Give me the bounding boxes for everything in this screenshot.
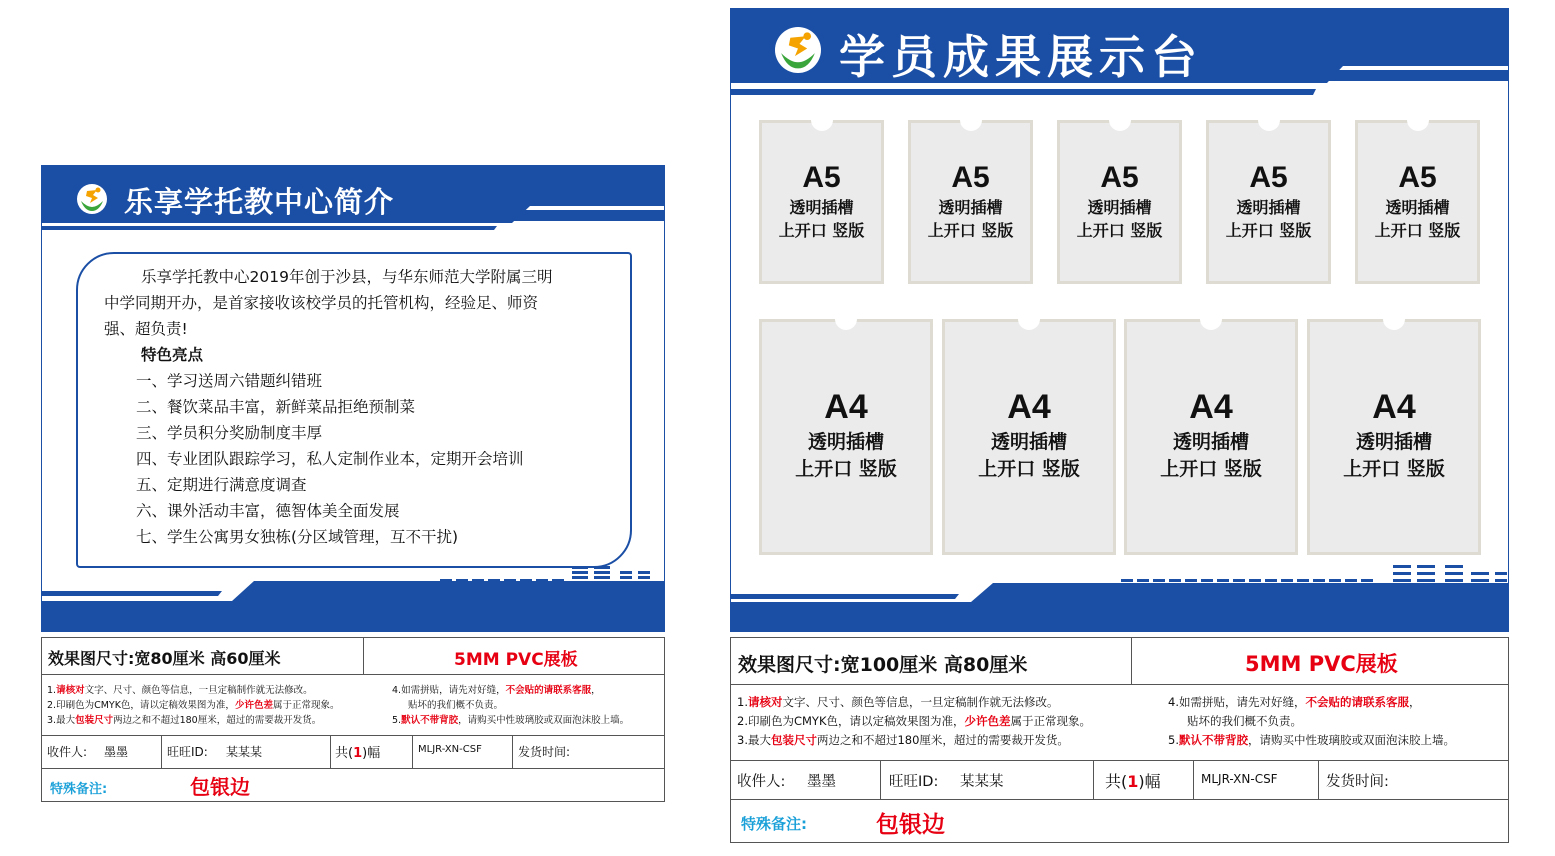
material-label: 5MM PVC展板 — [454, 650, 578, 670]
slot-line2: 上开口 竖版 — [927, 221, 1014, 240]
note-5: 5.默认不带背胶，请购买中性玻璃胶或双面泡沫胶上墙。 — [392, 715, 630, 726]
note-4b: 贴坏的我们概不负责。 — [1187, 714, 1302, 728]
slot-line2: 上开口 竖版 — [795, 458, 897, 480]
recipient-label: 收件人: — [737, 774, 786, 790]
feature-item: 六、课外活动丰富，德智体美全面发展 — [136, 502, 400, 520]
slot-size: A5 — [1249, 161, 1288, 194]
achievement-board — [730, 8, 1509, 632]
note-3: 3.最大包装尺寸两边之和不超过180厘米，超过的需要裁开发货。 — [47, 715, 322, 726]
slot-size: A5 — [802, 161, 841, 194]
size-label: 效果图尺寸:宽100厘米 高80厘米 — [738, 654, 1028, 676]
slot-line1: 透明插槽 — [1355, 431, 1432, 453]
slot-line2: 上开口 竖版 — [1225, 221, 1312, 240]
special-note-value: 包银边 — [190, 775, 250, 799]
ship-time-label: 发货时间: — [1326, 774, 1389, 790]
feature-item: 三、学员积分奖励制度丰厚 — [136, 424, 323, 442]
slot-size: A4 — [1007, 388, 1051, 426]
slot-size: A5 — [1398, 161, 1437, 194]
wangwang-value: 某某某 — [226, 745, 263, 759]
slot-size: A4 — [824, 388, 868, 426]
slot-line1: 透明插槽 — [789, 198, 854, 217]
a4-slot — [759, 319, 933, 555]
slot-size: A4 — [1189, 388, 1233, 426]
special-note-label: 特殊备注: — [50, 782, 108, 797]
recipient-value: 墨墨 — [104, 745, 129, 759]
achievement-board-title: 学员成果展示台 — [839, 30, 1203, 84]
feature-item: 一、学习送周六错题纠错班 — [136, 372, 323, 390]
feature-item: 五、定期进行满意度调查 — [136, 476, 307, 494]
note-3: 3.最大包装尺寸两边之和不超过180厘米，超过的需要裁开发货。 — [737, 733, 1069, 747]
product-code: MLJR-XN-CSF — [1201, 772, 1278, 786]
note-4: 4.如需拼贴，请先对好缝，不会贴的请联系客服， — [392, 685, 601, 696]
wangwang-value: 某某某 — [960, 774, 1004, 790]
slot-line2: 上开口 竖版 — [778, 221, 865, 240]
special-note-value: 包银边 — [876, 812, 945, 838]
note-1: 1.请核对文字、尺寸、颜色等信息，一旦定稿制作就无法修改。 — [47, 685, 313, 696]
note-5: 5.默认不带背胶，请购买中性玻璃胶或双面泡沫胶上墙。 — [1168, 733, 1455, 747]
slot-size: A4 — [1372, 388, 1416, 426]
slot-line2: 上开口 竖版 — [978, 458, 1080, 480]
slot-line1: 透明插槽 — [807, 431, 884, 453]
recipient-label: 收件人: — [47, 745, 88, 759]
ship-time-label: 发货时间: — [518, 745, 571, 759]
feature-item: 七、学生公寓男女独栋(分区域管理，互不干扰) — [136, 528, 459, 546]
note-2: 2.印刷色为CMYK色，请以定稿效果图为准，少许色差属于正常现象。 — [737, 714, 1091, 728]
slot-size: A5 — [951, 161, 990, 194]
features-heading: 特色亮点 — [141, 346, 204, 364]
running-child-logo-icon — [77, 184, 107, 214]
slot-line1: 透明插槽 — [1172, 431, 1249, 453]
running-child-logo-icon — [775, 27, 821, 73]
special-note-label: 特殊备注: — [741, 815, 807, 833]
wangwang-label: 旺旺ID: — [167, 745, 208, 759]
slot-line1: 透明插槽 — [938, 198, 1003, 217]
slot-line1: 透明插槽 — [1385, 198, 1450, 217]
slot-line2: 上开口 竖版 — [1374, 221, 1461, 240]
slot-line1: 透明插槽 — [1087, 198, 1152, 217]
intro-content-box — [76, 252, 632, 568]
slot-line1: 透明插槽 — [990, 431, 1067, 453]
order-info-table-right — [730, 637, 1509, 843]
a4-slot — [1124, 319, 1298, 555]
material-label: 5MM PVC展板 — [1245, 652, 1398, 676]
count-field: 共(1)幅 — [1105, 772, 1161, 791]
order-info-table-left — [41, 637, 665, 802]
size-label: 效果图尺寸:宽80厘米 高60厘米 — [48, 649, 281, 668]
note-1: 1.请核对文字、尺寸、颜色等信息，一旦定稿制作就无法修改。 — [737, 695, 1059, 709]
feature-item: 四、专业团队跟踪学习，私人定制作业本，定期开会培训 — [136, 450, 524, 468]
intro-line-2: 中学同期开办，是首家接收该校学员的托管机构，经验足、师资 — [104, 294, 539, 312]
intro-board — [41, 165, 665, 632]
note-4: 4.如需拼贴，请先对好缝，不会贴的请联系客服， — [1168, 695, 1421, 709]
note-4b: 贴坏的我们概不负责。 — [408, 700, 504, 711]
slot-line2: 上开口 竖版 — [1343, 458, 1445, 480]
feature-item: 二、餐饮菜品丰富，新鲜菜品拒绝预制菜 — [136, 398, 416, 416]
a5-slot — [1355, 120, 1480, 284]
a4-slot — [942, 319, 1116, 555]
a5-slot — [759, 120, 884, 284]
slot-size: A5 — [1100, 161, 1139, 194]
intro-line-1: 乐享学托教中心2019年创于沙县，与华东师范大学附属三明 — [141, 268, 553, 286]
slot-line2: 上开口 竖版 — [1076, 221, 1163, 240]
slot-line2: 上开口 竖版 — [1160, 458, 1262, 480]
recipient-value: 墨墨 — [807, 774, 836, 790]
a5-slot — [1057, 120, 1182, 284]
note-2: 2.印刷色为CMYK色，请以定稿效果图为准，少许色差属于正常现象。 — [47, 700, 340, 711]
a5-slot — [1206, 120, 1331, 284]
a4-slot — [1307, 319, 1481, 555]
slot-line1: 透明插槽 — [1236, 198, 1301, 217]
intro-board-title: 乐享学托教中心简介 — [124, 185, 395, 219]
intro-line-3: 强、超负责! — [104, 320, 188, 338]
wangwang-label: 旺旺ID: — [889, 774, 939, 790]
count-field: 共(1)幅 — [335, 746, 381, 761]
a5-slot — [908, 120, 1033, 284]
product-code: MLJR-XN-CSF — [418, 744, 482, 755]
